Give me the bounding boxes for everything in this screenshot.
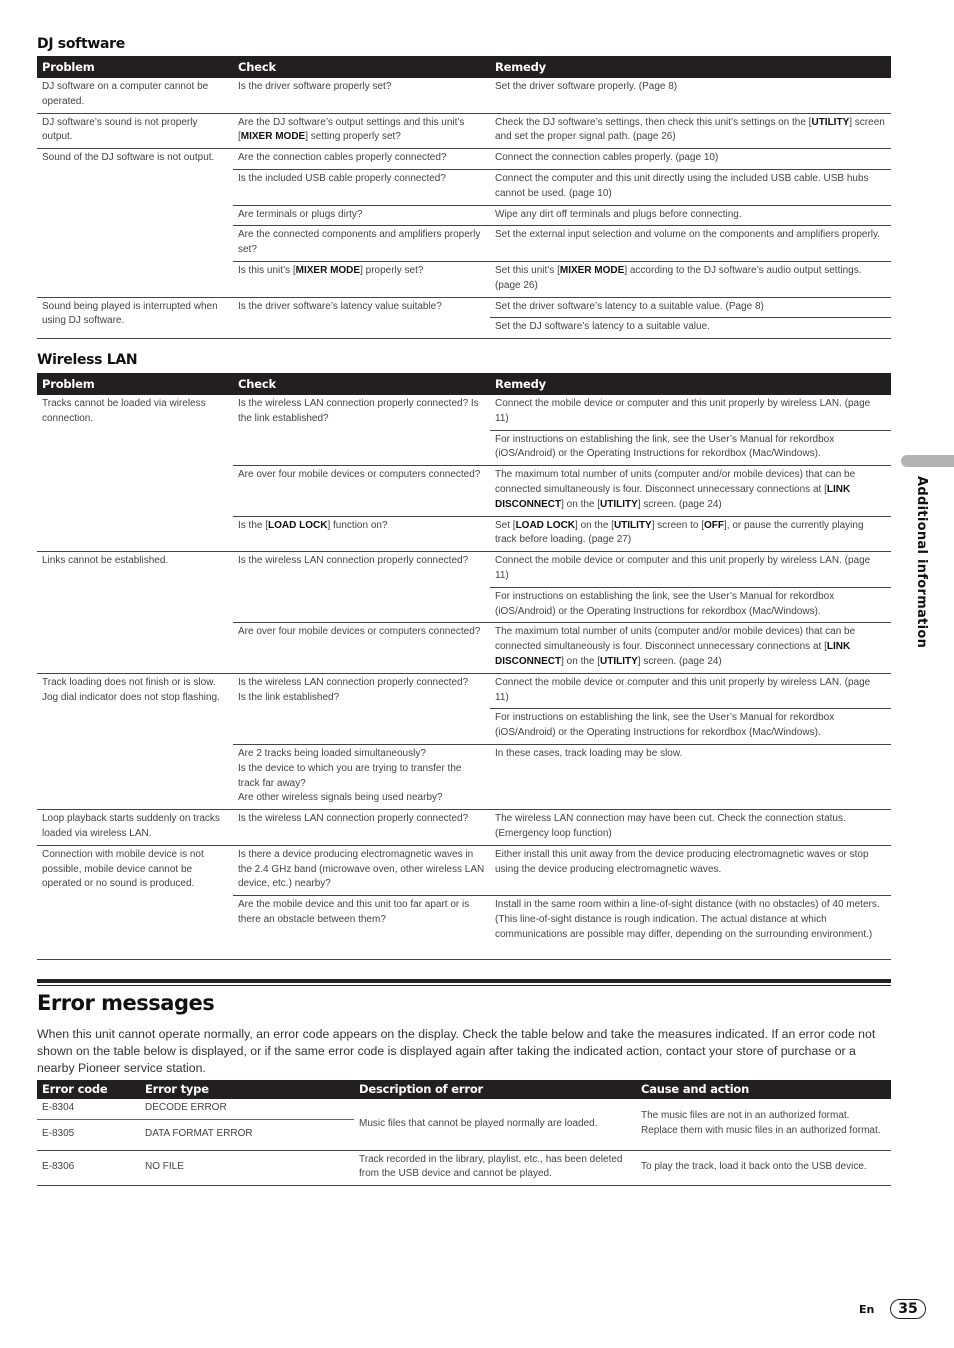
header-cause-action: Cause and action bbox=[636, 1080, 891, 1099]
footer-language: En bbox=[859, 1303, 875, 1316]
check-cell: Is the wireless LAN connection properly connected? bbox=[233, 552, 490, 623]
description-cell: Music files that cannot be played normally are loaded. bbox=[354, 1099, 636, 1150]
remedy-cell: For instructions on establishing the link, see the User’s Manual for rekordbox (iOS/Android) or the Operating Instructions for rekordbox (Mac/Windows). bbox=[490, 587, 891, 623]
remedy-cell: Connect the mobile device or computer and this unit properly by wireless LAN. (page 11) bbox=[490, 395, 891, 430]
setting-name: UTILITY bbox=[811, 116, 850, 128]
table-row bbox=[37, 395, 891, 430]
error-code-cell: E-8306 bbox=[37, 1150, 140, 1185]
header-error-type: Error type bbox=[140, 1080, 354, 1099]
check-cell: Are over four mobile devices or computers connected? bbox=[233, 623, 490, 673]
error-type-cell: DECODE ERROR bbox=[145, 1102, 227, 1113]
table-header-row bbox=[37, 373, 891, 395]
check-cell: Are over four mobile devices or computers connected? bbox=[233, 466, 490, 516]
header-check: Check bbox=[233, 56, 490, 78]
remedy-cell: In these cases, track loading may be slow. bbox=[490, 744, 891, 809]
check-cell: Are the DJ software’s output settings and this unit’s [MIXER MODE] setting properly set? bbox=[233, 113, 490, 149]
wireless-lan-table bbox=[37, 373, 891, 960]
remedy-cell: Wipe any dirt off terminals and plugs before connecting. bbox=[490, 205, 891, 226]
error-messages-title: Error messages bbox=[37, 991, 215, 1015]
remedy-cell: Set this unit’s [MIXER MODE] according to the DJ software’s audio output settings. (page 26) bbox=[490, 261, 891, 297]
action-cell: The music files are not in an authorized format. Replace them with music files in an authorized format. bbox=[636, 1099, 891, 1150]
error-table bbox=[37, 1080, 891, 1186]
setting-name: LINK DISCONNECT bbox=[495, 641, 851, 667]
check-cell: Are the connected components and amplifiers properly set? bbox=[233, 226, 490, 262]
table-row bbox=[37, 149, 891, 170]
error-type-cell: DATA FORMAT ERROR bbox=[140, 1119, 354, 1150]
section-rule-thin bbox=[37, 985, 891, 986]
wireless-lan-title: Wireless LAN bbox=[37, 352, 138, 368]
header-remedy: Remedy bbox=[490, 373, 891, 395]
check-cell: Is the driver software’s latency value suitable? bbox=[233, 297, 490, 339]
setting-name: OFF bbox=[703, 519, 724, 531]
setting-name: MIXER MODE bbox=[295, 264, 361, 276]
check-cell: Is this unit’s [MIXER MODE] properly set? bbox=[233, 261, 490, 297]
action-cell: To play the track, load it back onto the USB device. bbox=[636, 1150, 891, 1185]
check-cell: Are the mobile device and this unit too far apart or is there an obstacle between them? bbox=[233, 896, 490, 960]
table-row bbox=[37, 552, 891, 588]
setting-name: LOAD LOCK bbox=[515, 519, 576, 531]
header-description: Description of error bbox=[354, 1080, 636, 1099]
check-cell: Is the driver software properly set? bbox=[233, 78, 490, 113]
side-section-label: Additional information bbox=[914, 476, 929, 649]
table-row bbox=[37, 78, 891, 113]
error-code-cell: E-8305 bbox=[37, 1119, 140, 1150]
header-error-code: Error code bbox=[37, 1080, 140, 1099]
remedy-cell: The wireless LAN connection may have been cut. Check the connection status. (Emergency loop function) bbox=[490, 810, 891, 846]
problem-cell: Sound of the DJ software is not output. bbox=[37, 149, 233, 297]
setting-name: LINK DISCONNECT bbox=[495, 483, 851, 510]
setting-name: MIXER MODE bbox=[559, 264, 625, 276]
table-header-row bbox=[37, 56, 891, 78]
table-row bbox=[37, 297, 891, 318]
remedy-cell: The maximum total number of units (computer and/or mobile devices) that can be connected simultaneously is four. Disconnect unnecessary connections at [LINK DISCONNECT] on the [UTILITY] screen. (page 24) bbox=[490, 466, 891, 516]
check-cell: Is the included USB cable properly connected? bbox=[233, 169, 490, 205]
dj-software-table bbox=[37, 56, 891, 339]
problem-cell: DJ software’s sound is not properly output. bbox=[37, 113, 233, 149]
remedy-cell: Install in the same room within a line-of-sight distance (with no obstacles) of 40 meters. (This line-of-sight distance is rough indication. The actual distance at which communications are possible may differ, depending on the surrounding environment.) bbox=[490, 896, 891, 960]
remedy-cell: Check the DJ software’s settings, then check this unit’s settings on the [UTILITY] screen and set the proper signal path. (page 26) bbox=[490, 113, 891, 149]
remedy-cell: Set the driver software properly. (Page 8) bbox=[490, 78, 891, 113]
remedy-cell: For instructions on establishing the link, see the User’s Manual for rekordbox (iOS/Android) or the Operating Instructions for rekordbox (Mac/Windows). bbox=[490, 709, 891, 745]
setting-name: MIXER MODE bbox=[240, 131, 306, 143]
remedy-cell: Set [LOAD LOCK] on the [UTILITY] screen to [OFF], or pause the currently playing track before loading. (page 27) bbox=[490, 516, 891, 552]
table-row bbox=[37, 810, 891, 846]
table-row bbox=[37, 845, 891, 895]
problem-cell: Connection with mobile device is not possible, mobile device cannot be operated or no sound is produced. bbox=[37, 845, 233, 959]
error-messages-intro: When this unit cannot operate normally, an error code appears on the display. Check the table below and take the measures indicated. If an error code not shown on the table below is displayed, or if the same error code is displayed again after taking the indicated action, contact your store of purchase or a nearby Pioneer service station. bbox=[37, 1027, 876, 1075]
description-cell: Track recorded in the library, playlist, etc., has been deleted from the USB device and cannot be played. bbox=[354, 1150, 636, 1185]
dj-software-title: DJ software bbox=[37, 36, 125, 52]
remedy-cell: Set the external input selection and volume on the components and amplifiers properly. bbox=[490, 226, 891, 262]
table-row bbox=[37, 113, 891, 149]
header-check: Check bbox=[233, 373, 490, 395]
error-code-cell: E-8304 bbox=[42, 1102, 75, 1113]
remedy-cell: Connect the mobile device or computer and this unit properly by wireless LAN. (page 11) bbox=[490, 673, 891, 709]
remedy-cell: Connect the connection cables properly. (page 10) bbox=[490, 149, 891, 170]
check-cell: Is the wireless LAN connection properly connected? Is the link established? bbox=[233, 395, 490, 466]
check-cell: Is the wireless LAN connection properly connected? bbox=[233, 810, 490, 846]
problem-cell: Links cannot be established. bbox=[37, 552, 233, 674]
check-cell: Are 2 tracks being loaded simultaneously? Is the device to which you are trying to transfer the track far away? Are other wireless signals being used nearby? bbox=[233, 744, 490, 809]
problem-cell: Loop playback starts suddenly on tracks loaded via wireless LAN. bbox=[37, 810, 233, 846]
remedy-cell: The maximum total number of units (computer and/or mobile devices) that can be connected simultaneously is four. Disconnect unnecessary connections at [LINK DISCONNECT] on the [UTILITY] screen. (page 24) bbox=[490, 623, 891, 673]
header-problem: Problem bbox=[37, 56, 233, 78]
header-remedy: Remedy bbox=[490, 56, 891, 78]
table-header-row bbox=[37, 1080, 891, 1099]
check-cell: Is the wireless LAN connection properly connected? Is the link established? bbox=[233, 673, 490, 744]
check-cell: Is the [LOAD LOCK] function on? bbox=[233, 516, 490, 552]
problem-cell: Sound being played is interrupted when using DJ software. bbox=[37, 297, 233, 339]
remedy-cell: Set the driver software’s latency to a suitable value. (Page 8) bbox=[490, 297, 891, 318]
table-row bbox=[37, 1099, 891, 1119]
table-row bbox=[37, 673, 891, 709]
side-tab-marker bbox=[901, 455, 954, 467]
remedy-cell: Connect the mobile device or computer and this unit properly by wireless LAN. (page 11) bbox=[490, 552, 891, 588]
check-cell: Are the connection cables properly connected? bbox=[233, 149, 490, 170]
section-rule-thick bbox=[37, 979, 891, 983]
header-problem: Problem bbox=[37, 373, 233, 395]
error-type-cell: NO FILE bbox=[140, 1150, 354, 1185]
setting-name: LOAD LOCK bbox=[268, 519, 328, 531]
setting-name: UTILITY bbox=[600, 498, 638, 510]
remedy-cell: Connect the computer and this unit directly using the included USB cable. USB hubs cannot be used. (page 10) bbox=[490, 169, 891, 205]
page-number: 35 bbox=[890, 1299, 926, 1319]
check-cell: Is there a device producing electromagnetic waves in the 2.4 GHz band (microwave oven, other wireless LAN device, etc.) nearby? bbox=[233, 845, 490, 895]
remedy-cell: For instructions on establishing the link, see the User’s Manual for rekordbox (iOS/Android) or the Operating Instructions for rekordbox (Mac/Windows). bbox=[490, 430, 891, 466]
remedy-cell: Either install this unit away from the device producing electromagnetic waves or stop using the device producing electromagnetic waves. bbox=[490, 845, 891, 895]
problem-cell: Track loading does not finish or is slow. Jog dial indicator does not stop flashing. bbox=[37, 673, 233, 809]
setting-name: UTILITY bbox=[600, 655, 638, 667]
problem-cell: DJ software on a computer cannot be operated. bbox=[37, 78, 233, 113]
problem-cell: Tracks cannot be loaded via wireless connection. bbox=[37, 395, 233, 552]
remedy-cell: Set the DJ software’s latency to a suitable value. bbox=[490, 318, 891, 339]
check-cell: Are terminals or plugs dirty? bbox=[233, 205, 490, 226]
setting-name: UTILITY bbox=[613, 519, 652, 531]
table-row bbox=[37, 1150, 891, 1185]
